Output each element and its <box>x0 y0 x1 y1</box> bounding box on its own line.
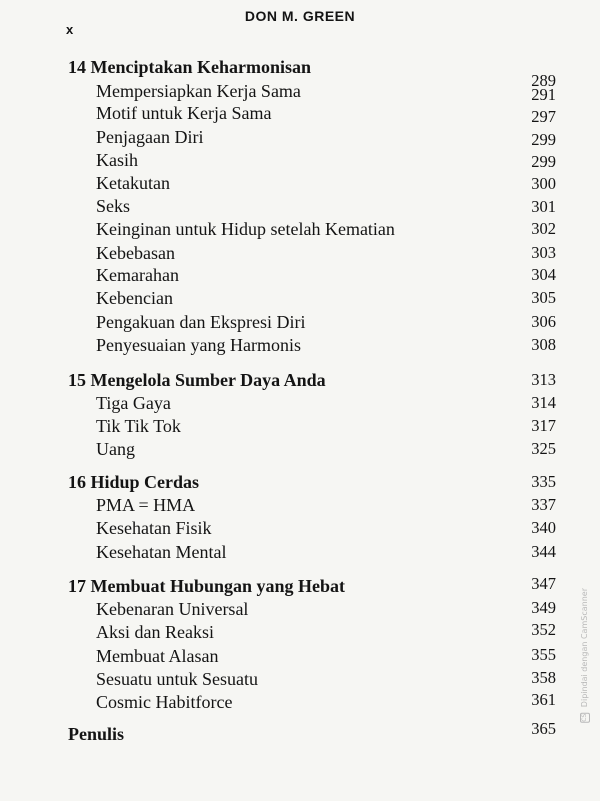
entry-title: Keinginan untuk Hidup setelah Kematian <box>96 219 395 239</box>
entry-title: Tiga Gaya <box>96 393 171 413</box>
toc-entry <box>0 494 600 516</box>
entry-title: Kebencian <box>96 288 173 308</box>
page-ref: 300 <box>531 174 556 193</box>
page-ref: 313 <box>531 370 556 389</box>
toc-entry <box>0 126 600 148</box>
toc-entry <box>0 195 600 217</box>
toc-entry <box>0 149 600 171</box>
toc-entry <box>0 264 600 286</box>
toc-entry <box>0 691 600 713</box>
entry-title: Ketakutan <box>96 173 170 193</box>
page-ref: 306 <box>531 312 556 331</box>
camscanner-icon: CS <box>581 714 588 722</box>
toc-chapter <box>0 575 600 597</box>
toc-entry <box>0 172 600 194</box>
page-ref: 297 <box>531 107 556 126</box>
toc-entry <box>0 80 600 102</box>
chapter-title: 16 Hidup Cerdas <box>68 472 200 492</box>
toc-chapter <box>0 471 600 493</box>
page-ref: 340 <box>531 518 556 537</box>
toc-entry <box>0 645 600 667</box>
entry-title: Motif untuk Kerja Sama <box>96 103 272 123</box>
toc-entry <box>0 334 600 356</box>
scanner-watermark <box>580 588 590 723</box>
toc-entry <box>0 287 600 309</box>
entry-title: Seks <box>96 196 131 216</box>
page-ref: 299 <box>531 152 556 171</box>
chapter-title: 15 Mengelola Sumber Daya Anda <box>68 370 326 390</box>
toc-chapter <box>0 369 600 391</box>
toc-entry <box>0 392 600 414</box>
toc-entry <box>0 242 600 264</box>
entry-title: Penyesuaian yang Harmonis <box>96 335 301 355</box>
page-ref: 325 <box>531 439 556 458</box>
entry-title: Kebebasan <box>96 243 175 263</box>
entry-title: PMA = HMA <box>96 495 196 515</box>
page-ref: 344 <box>531 542 556 561</box>
page-ref: 299 <box>531 130 556 149</box>
entry-title: Mempersiapkan Kerja Sama <box>96 81 301 101</box>
page-number: x <box>66 22 74 37</box>
entry-title: Kemarahan <box>96 265 179 285</box>
entry-title: Pengakuan dan Ekspresi Diri <box>96 312 306 332</box>
toc-entry <box>0 668 600 690</box>
page-ref: 302 <box>531 219 556 238</box>
page-ref: 301 <box>531 197 556 216</box>
page-ref: 289 <box>531 71 556 90</box>
page-ref: 304 <box>531 265 556 284</box>
page-ref: 305 <box>531 288 556 307</box>
toc-entry <box>0 102 600 124</box>
page-ref: 291 <box>531 85 556 104</box>
entry-title: Kesehatan Fisik <box>96 518 212 538</box>
entry-title: Kebenaran Universal <box>96 599 249 619</box>
toc-chapter <box>0 56 600 90</box>
page-ref: 347 <box>531 574 556 593</box>
toc-author-section <box>0 719 600 745</box>
toc-entry <box>0 621 600 643</box>
page-ref: 303 <box>531 243 556 262</box>
entry-title: Tik Tik Tok <box>96 416 181 436</box>
page-ref: 314 <box>531 393 556 412</box>
page-ref: 335 <box>531 472 556 491</box>
watermark-text: Dipindai dengan CamScanner <box>580 588 589 708</box>
page-ref: 361 <box>531 690 556 709</box>
entry-title: Sesuatu untuk Sesuatu <box>96 669 258 689</box>
toc-entry <box>0 517 600 539</box>
chapter-title: Penulis <box>68 724 125 744</box>
page-ref: 317 <box>531 416 556 435</box>
toc-entry <box>0 541 600 563</box>
running-head-author: DON M. GREEN <box>244 8 356 24</box>
page-ref: 352 <box>531 620 556 639</box>
entry-title: Uang <box>96 439 135 459</box>
page-ref: 365 <box>531 719 556 738</box>
entry-title: Membuat Alasan <box>96 646 219 666</box>
entry-title: Kesehatan Mental <box>96 542 227 562</box>
toc-entry <box>0 438 600 460</box>
toc-entry <box>0 598 600 620</box>
entry-title: Aksi dan Reaksi <box>96 622 214 642</box>
page-ref: 308 <box>531 335 556 354</box>
chapter-title: 14 Menciptakan Keharmonisan <box>68 57 312 77</box>
page-ref: 337 <box>531 495 556 514</box>
toc-entry <box>0 415 600 437</box>
toc-entry <box>0 311 600 333</box>
entry-title: Penjagaan Diri <box>96 127 204 147</box>
entry-title: Kasih <box>96 150 138 170</box>
page-ref: 349 <box>531 598 556 617</box>
toc-entry <box>0 218 600 240</box>
page-ref: 355 <box>531 645 556 664</box>
chapter-title: 17 Membuat Hubungan yang Hebat <box>68 576 346 596</box>
entry-title: Cosmic Habitforce <box>96 692 233 712</box>
page-ref: 358 <box>531 668 556 687</box>
